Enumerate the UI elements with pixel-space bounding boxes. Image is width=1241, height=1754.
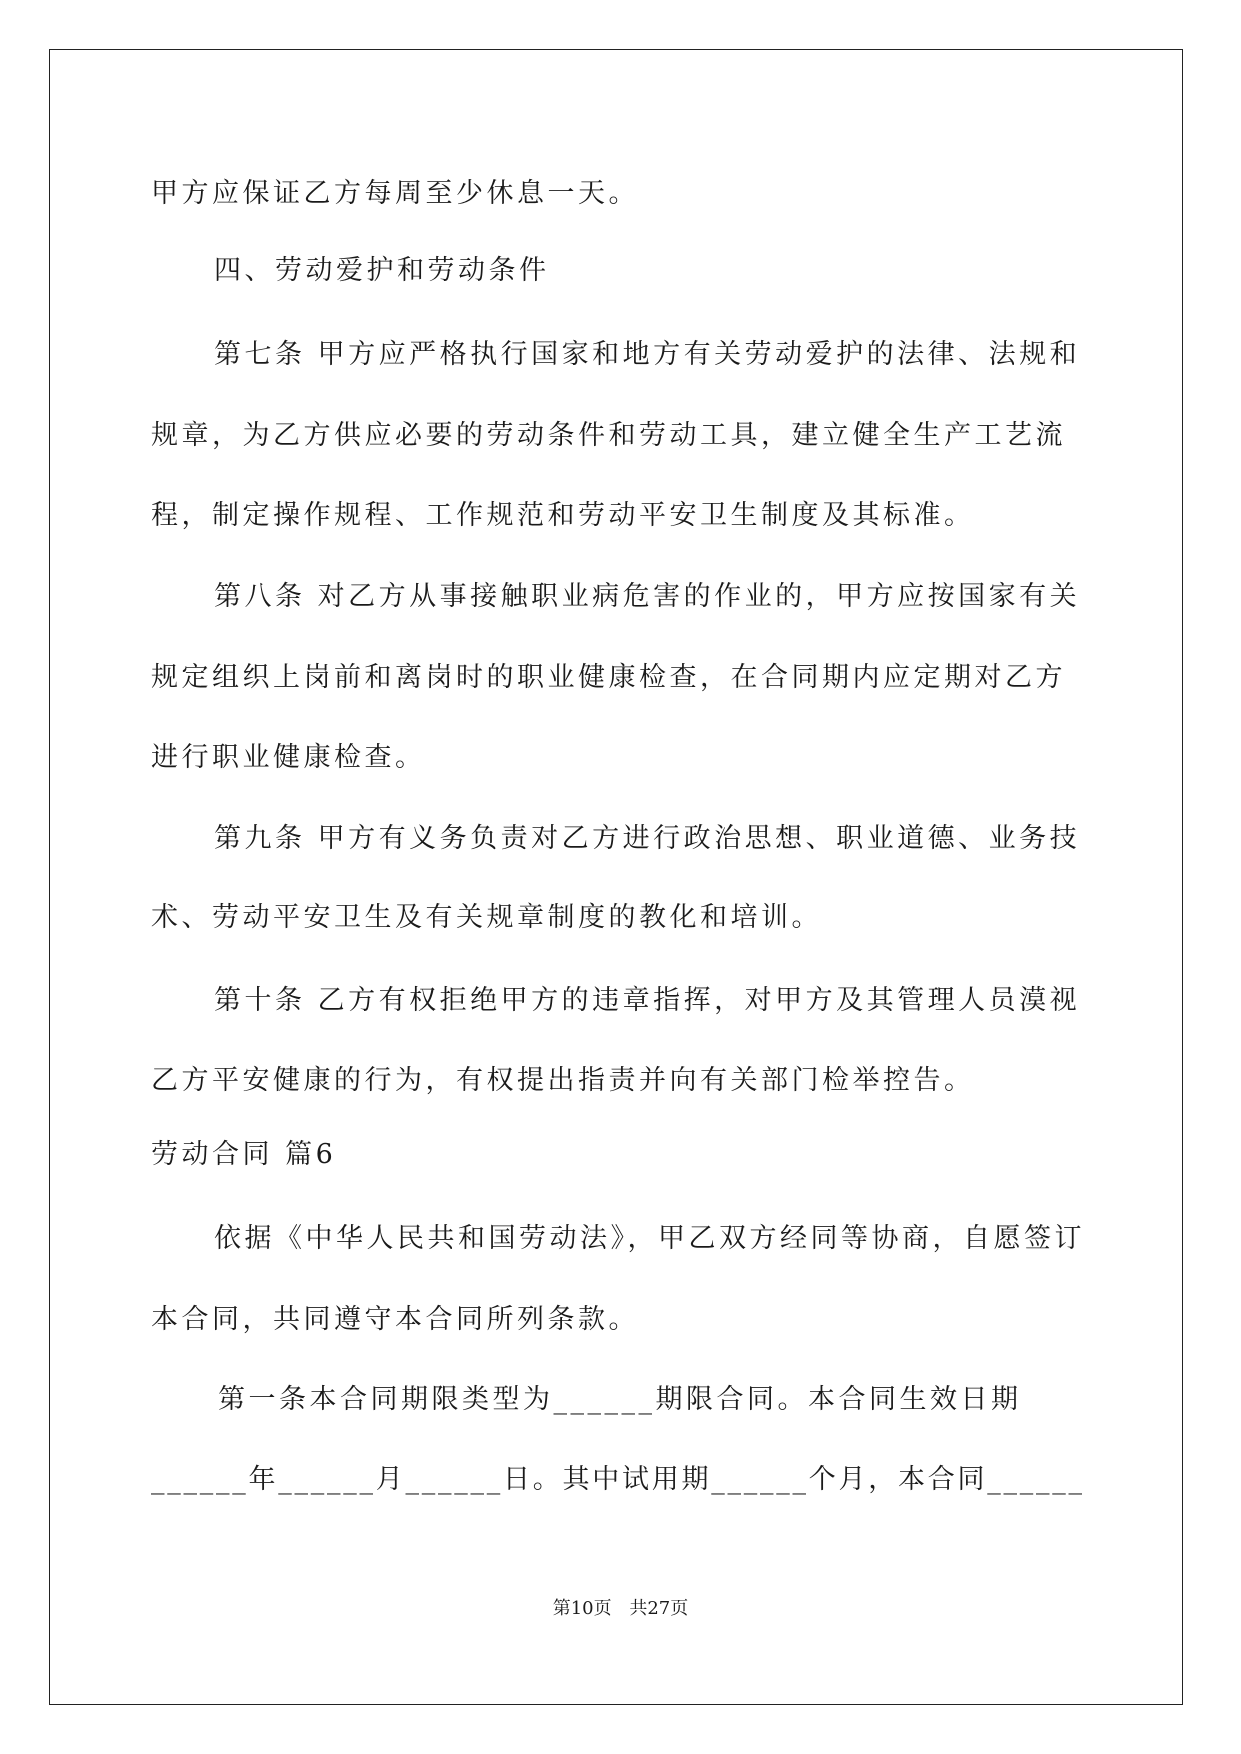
text-line: 规定组织上岗前和离岗时的职业健康检查，在合同期内应定期对乙方 [151,662,1066,693]
text-line: 第九条 甲方有义务负责对乙方进行政治思想、职业道德、业务技 [214,823,1081,854]
page-number: 第10页 [552,1598,612,1619]
text-line: 第十条 乙方有权拒绝甲方的违章指挥，对甲方及其管理人员漠视 [214,985,1081,1016]
page-frame [49,49,1183,1705]
section-heading: 四、劳动爱护和劳动条件 [214,255,550,286]
text-line: 术、劳动平安卫生及有关规章制度的教化和培训。 [151,902,822,933]
text-line: 甲方应保证乙方每周至少休息一天。 [151,178,639,209]
text-line: 第七条 甲方应严格执行国家和地方有关劳动爱护的法律、法规和 [214,339,1081,370]
text-line: 第一条本合同期限类型为______期限合同。本合同生效日期 [218,1384,1022,1415]
text-line: 程，制定操作规程、工作规范和劳动平安卫生制度及其标准。 [151,500,975,531]
text-line: ______年______月______日。其中试用期______个月，本合同______ [151,1464,1085,1495]
page-total: 共27页 [629,1598,689,1619]
contract-title: 劳动合同 篇6 [151,1139,337,1170]
page-footer [0,1594,1241,1620]
text-line: 本合同，共同遵守本合同所列条款。 [151,1304,639,1335]
text-line: 依据《中华人民共和国劳动法》，甲乙双方经同等协商，自愿签订 [214,1223,1085,1254]
text-line: 规章，为乙方供应必要的劳动条件和劳动工具，建立健全生产工艺流 [151,420,1066,451]
text-line: 进行职业健康检查。 [151,742,426,773]
text-line: 乙方平安健康的行为，有权提出指责并向有关部门检举控告。 [151,1065,975,1096]
text-line: 第八条 对乙方从事接触职业病危害的作业的，甲方应按国家有关 [214,581,1081,612]
